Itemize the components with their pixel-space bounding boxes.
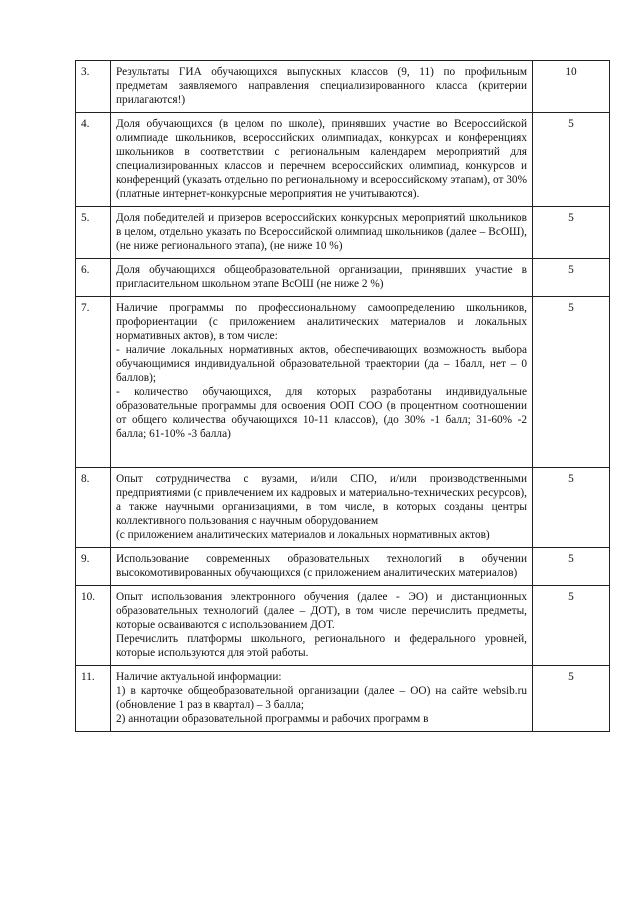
criterion-paragraph: - наличие локальных нормативных актов, обеспечивающих возможность выбора обучающимися индивидуальной образовательной траектории (да – 1балл, нет – 0 баллов); <box>116 344 527 384</box>
criterion-text <box>111 207 533 259</box>
row-number: 5. <box>76 207 111 259</box>
table-row <box>76 61 610 113</box>
criterion-text <box>111 61 533 113</box>
criterion-paragraph: Перечислить платформы школьного, регионального и федерального уровней, которые используются для этой работы. <box>116 633 527 659</box>
table-row <box>76 297 610 468</box>
max-points: 5 <box>533 259 610 297</box>
row-number: 7. <box>76 297 111 468</box>
criterion-paragraph: Результаты ГИА обучающихся выпускных классов (9, 11) по профильным предметам заявляемого направления специализированного класса (критерии прилагаются!) <box>116 66 527 106</box>
criterion-paragraph: - количество обучающихся, для которых разработаны индивидуальные образовательные программы для освоения ООП СОО (в процентном соотношении от общего количества обучающихся 10-11 классов), (до 30% -1 балл; 31-60% -2 балла; 61-10% -3 балла) <box>116 386 527 440</box>
criterion-text <box>111 586 533 666</box>
table-row <box>76 259 610 297</box>
criterion-paragraph: Использование современных образовательных технологий в обучении высокомотивированных обучающихся (с приложением аналитических материалов) <box>116 553 527 579</box>
table-row <box>76 586 610 666</box>
row-number: 8. <box>76 468 111 548</box>
max-points: 5 <box>533 468 610 548</box>
criterion-paragraph: Наличие актуальной информации: <box>116 671 282 683</box>
criterion-text <box>111 468 533 548</box>
criterion-text <box>111 548 533 586</box>
row-number: 9. <box>76 548 111 586</box>
criteria-table <box>75 60 610 732</box>
criterion-text <box>111 666 533 732</box>
criterion-paragraph: Опыт сотрудничества с вузами, и/или СПО, и/или производственными предприятиями (с привлечением их кадровых и материально-технических ресурсов), а также научными организациями, в том числе, в которых созданы центры коллективного пользования с научным оборудованием <box>116 473 527 527</box>
criterion-paragraph: Доля обучающихся (в целом по школе), принявших участие во Всероссийской олимпиаде школьников, всероссийских олимпиадах, конкурсах и конференциях школьников в соответствии с региональным календарем мероприятий для специализированных классов и перечнем всероссийских олимпиад, конкурсов и конференций (указать отдельно по региональному и всероссийскому этапам), от 30% (платные интернет-конкурсные мероприятия не учитываются). <box>116 118 527 200</box>
criterion-text <box>111 113 533 207</box>
row-number: 6. <box>76 259 111 297</box>
table-row <box>76 468 610 548</box>
criteria-table-body <box>76 61 610 732</box>
max-points: 5 <box>533 548 610 586</box>
max-points: 5 <box>533 586 610 666</box>
max-points: 10 <box>533 61 610 113</box>
max-points: 5 <box>533 666 610 732</box>
max-points: 5 <box>533 297 610 468</box>
criterion-paragraph: 2) аннотации образовательной программы и рабочих программ в <box>116 713 429 725</box>
criterion-paragraph: 1) в карточке общеобразовательной организации (далее – ОО) на сайте websib.ru (обновление 1 раз в квартал) – 3 балла; <box>116 685 527 711</box>
row-number: 3. <box>76 61 111 113</box>
row-number: 4. <box>76 113 111 207</box>
max-points: 5 <box>533 207 610 259</box>
row-number: 10. <box>76 586 111 666</box>
table-row <box>76 113 610 207</box>
max-points: 5 <box>533 113 610 207</box>
table-row <box>76 548 610 586</box>
table-row <box>76 666 610 732</box>
criterion-paragraph: (с приложением аналитических материалов и локальных нормативных актов) <box>116 529 490 541</box>
criterion-text <box>111 297 533 468</box>
criterion-paragraph: Опыт использования электронного обучения (далее - ЭО) и дистанционных образовательных технологий (далее – ДОТ), в том числе перечислить предметы, которые осваиваются с использованием ДОТ. <box>116 591 527 631</box>
criterion-paragraph: Доля обучающихся общеобразовательной организации, принявших участие в пригласительном школьном этапе ВсОШ (не ниже 2 %) <box>116 264 527 290</box>
table-row <box>76 207 610 259</box>
row-number: 11. <box>76 666 111 732</box>
criterion-paragraph: Доля победителей и призеров всероссийских конкурсных мероприятий школьников в целом, отдельно указать по Всероссийской олимпиад школьников (далее – ВсОШ), (не ниже регионального этапа), (не ниже 10 %) <box>116 212 527 252</box>
criterion-paragraph: Наличие программы по профессиональному самоопределению школьников, профориентации (с приложением аналитических материалов и локальных нормативных актов), в том числе: <box>116 302 527 342</box>
criterion-text <box>111 259 533 297</box>
